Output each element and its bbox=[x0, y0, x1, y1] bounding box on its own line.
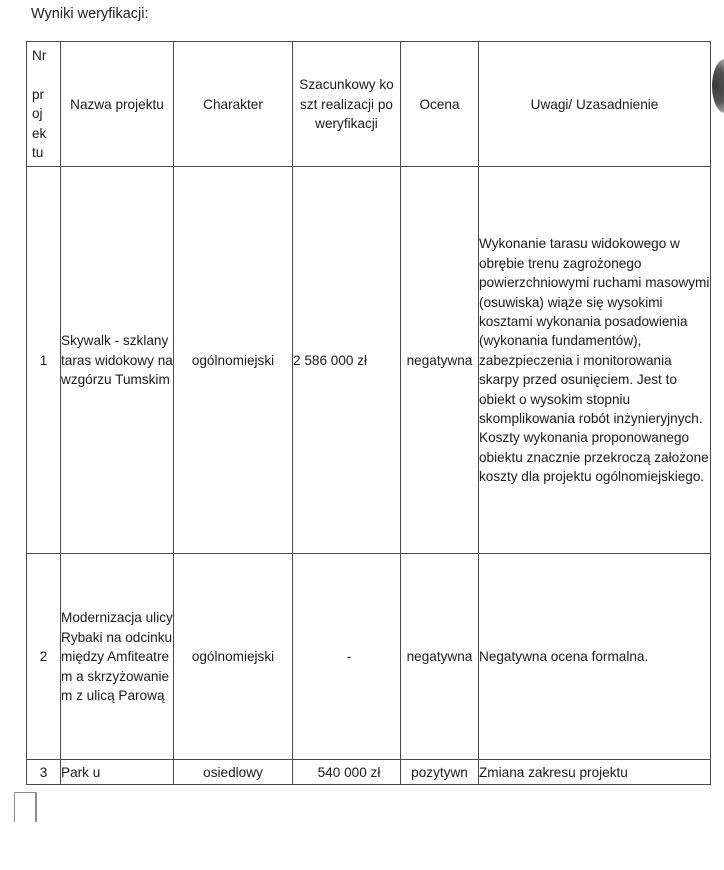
column-header-nr-line-2: pr bbox=[32, 86, 45, 102]
table-row bbox=[27, 167, 711, 554]
column-header-project-number bbox=[27, 42, 61, 167]
cell-project-number: 3 bbox=[27, 760, 61, 785]
cell-project-name: Park u bbox=[61, 760, 174, 785]
cell-estimated-cost: 540 000 zł bbox=[293, 760, 401, 785]
column-header-nr-line-4: ek bbox=[32, 125, 47, 141]
cell-project-name: Modernizacja ulicy Rybaki na odcinku między Amfiteatrem a skrzyżowaniem z ulicą Parową bbox=[61, 554, 174, 760]
column-header-rating bbox=[401, 42, 479, 167]
column-header-nr-line-3: oj bbox=[32, 106, 43, 122]
cell-estimated-cost: 2 586 000 zł bbox=[293, 167, 401, 554]
verification-results-table bbox=[26, 41, 711, 785]
cell-rating: negatywna bbox=[401, 167, 479, 554]
column-header-nr-spacer bbox=[32, 65, 60, 84]
column-header-project-name bbox=[61, 42, 174, 167]
verification-results-table-container bbox=[26, 41, 710, 785]
cell-rating: negatywna bbox=[401, 554, 479, 760]
cell-character: ogólnomiejski bbox=[174, 167, 293, 554]
cell-character: ogólnomiejski bbox=[174, 554, 293, 760]
page-margin-corner-mark bbox=[14, 792, 37, 822]
cell-character: osiedlowy bbox=[174, 760, 293, 785]
column-header-rating-label: Ocena bbox=[419, 96, 460, 112]
column-header-estimated-cost bbox=[293, 42, 401, 167]
column-header-character bbox=[174, 42, 293, 167]
cell-rating: pozytywn bbox=[401, 760, 479, 785]
column-header-notes bbox=[479, 42, 711, 167]
table-row bbox=[27, 760, 711, 785]
column-header-nr-line-5: tu bbox=[32, 145, 44, 161]
table-header-row bbox=[27, 42, 711, 167]
table-row bbox=[27, 554, 711, 760]
column-header-nr-line-1: Nr bbox=[32, 48, 47, 63]
column-header-project-name-label: Nazwa projektu bbox=[70, 96, 164, 112]
edge-artifact-shape bbox=[712, 59, 724, 113]
column-header-notes-label: Uwagi/ Uzasadnienie bbox=[530, 96, 659, 112]
cell-notes: Negatywna ocena formalna. bbox=[479, 554, 711, 760]
cell-project-name: Skywalk - szklany taras widokowy na wzgórzu Tumskim bbox=[61, 167, 174, 554]
cell-notes: Wykonanie tarasu widokowego w obrębie trenu zagrożonego powierzchniowymi ruchami masowymi (osuwiska) wiąże się wysokimi kosztami wykonania posadowienia (wykonania fundamentów), zabezpieczenia i monitorowania skarpy przed osunięciem. Jest to obiekt o wysokim stopniu skomplikowania robót inżynieryjnych. Koszty wykonania proponowanego obiektu znacznie przekroczą założone koszty dla projektu ogólnomiejskiego. bbox=[479, 167, 711, 554]
column-header-character-label: Charakter bbox=[203, 96, 263, 112]
column-header-estimated-cost-label: Szacunkowy koszt realizacji po weryfikacji bbox=[299, 77, 394, 131]
cell-project-number: 1 bbox=[27, 167, 61, 554]
cell-notes: Zmiana zakresu projektu bbox=[479, 760, 711, 785]
cell-estimated-cost: - bbox=[293, 554, 401, 760]
cell-project-number: 2 bbox=[27, 554, 61, 760]
page-title: Wyniki weryfikacji: bbox=[31, 6, 149, 22]
